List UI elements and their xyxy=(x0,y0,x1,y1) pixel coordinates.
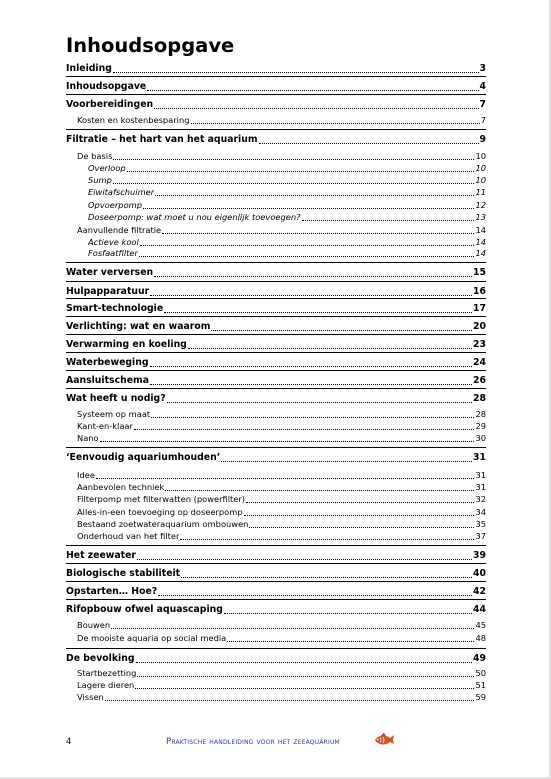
fish-icon xyxy=(373,732,395,746)
toc-entry-page: 9 xyxy=(479,134,486,145)
dot-leader xyxy=(113,159,474,160)
dot-leader xyxy=(137,676,474,677)
toc-entry-title: Eiwitafschuimer xyxy=(88,187,155,197)
toc-entry-page: 23 xyxy=(473,339,486,350)
dot-leader xyxy=(259,143,479,144)
footer-running-title: Praktische handleiding voor het zeeaquarium xyxy=(166,737,340,747)
toc-entry-page: 13 xyxy=(475,212,486,222)
toc-entry-page: 3 xyxy=(479,63,486,74)
toc-entry-page: 31 xyxy=(475,482,486,492)
toc-entry[interactable] xyxy=(66,338,486,351)
toc-entry[interactable] xyxy=(77,433,486,444)
toc-entry[interactable] xyxy=(77,633,486,644)
dot-leader xyxy=(111,628,474,629)
toc-entry-title: Systeem op maat xyxy=(77,409,151,419)
toc-entry-page: 51 xyxy=(475,680,486,690)
dot-leader xyxy=(139,256,474,257)
toc-entry[interactable] xyxy=(77,115,486,126)
toc-entry-page: 17 xyxy=(473,303,486,314)
dot-leader xyxy=(162,233,474,234)
toc-entry-page: 7 xyxy=(479,99,486,110)
toc-entry-title: Aanvullende filtratie xyxy=(77,225,162,235)
toc-entry-title: Biologische stabiliteit xyxy=(66,568,181,579)
toc-entry[interactable] xyxy=(66,133,486,146)
toc-entry[interactable] xyxy=(66,392,486,405)
toc-entry-page: 35 xyxy=(475,519,486,529)
toc-entry-page: 10 xyxy=(475,175,486,185)
toc-entry-title: Wat heeft u nodig? xyxy=(66,393,166,404)
toc-entry-title: ‘Eenvoudig aquariumhouden’ xyxy=(66,452,221,463)
toc-entry-page: 59 xyxy=(475,692,486,702)
toc-entry-page: 42 xyxy=(473,586,486,597)
toc-entry[interactable] xyxy=(77,692,486,703)
toc-entry-title: Kosten en kostenbesparing xyxy=(77,115,190,125)
section-divider xyxy=(66,581,486,582)
section-divider xyxy=(66,447,486,448)
toc-entry-page: 14 xyxy=(475,248,486,258)
section-divider xyxy=(66,129,486,130)
toc-entry[interactable] xyxy=(77,519,486,530)
section-divider xyxy=(66,316,486,317)
toc-entry-title: Aansluitschema xyxy=(66,375,149,386)
toc-entry-page: 16 xyxy=(473,286,486,297)
dot-leader xyxy=(113,183,475,184)
section-divider xyxy=(66,388,486,389)
toc-entry-title: Voorbereidingen xyxy=(66,99,154,110)
dot-leader xyxy=(249,527,474,528)
toc-entry-title: Sump xyxy=(88,175,112,185)
toc-entry-title: Verwarming en koeling xyxy=(66,339,187,350)
toc-entry[interactable] xyxy=(66,567,486,580)
dot-leader xyxy=(143,208,474,209)
toc-entry-title: Waterbeweging xyxy=(66,357,149,368)
dot-leader xyxy=(165,490,474,491)
toc-entry-title: Water verversen xyxy=(66,267,154,278)
toc-entry[interactable] xyxy=(66,585,486,598)
toc-entry[interactable] xyxy=(77,507,486,518)
toc-entry-title: Onderhoud van het filter xyxy=(77,531,180,541)
toc-entry-page: 28 xyxy=(473,393,486,404)
toc-entry[interactable] xyxy=(88,248,486,259)
toc-entry-page: 39 xyxy=(473,550,486,561)
toc-entry-title: Overloop xyxy=(88,163,126,173)
toc-entry-title: Bouwen xyxy=(77,620,111,630)
dot-leader xyxy=(137,559,472,560)
toc-entry[interactable] xyxy=(66,266,486,279)
dot-leader xyxy=(244,515,475,516)
dot-leader xyxy=(155,195,474,196)
toc-entry-page: 30 xyxy=(475,433,486,443)
toc-entry[interactable] xyxy=(66,652,486,665)
toc-entry-page: 20 xyxy=(473,321,486,332)
toc-entry-page: 10 xyxy=(475,163,486,173)
dot-leader xyxy=(150,366,473,367)
dot-leader xyxy=(113,72,479,73)
toc-entry-title: Het zeewater xyxy=(66,550,136,561)
toc-entry-title: Lagere dieren xyxy=(77,680,135,690)
dot-leader xyxy=(150,384,472,385)
toc-entry-page: 24 xyxy=(473,357,486,368)
toc-entry[interactable] xyxy=(77,409,486,420)
section-divider xyxy=(66,545,486,546)
toc-entry-title: Fosfaatfilter xyxy=(88,248,138,258)
toc-entry-title: Nano xyxy=(77,433,99,443)
toc-entry-page: 34 xyxy=(475,507,486,517)
toc-entry[interactable] xyxy=(88,200,486,211)
toc-entry-title: Inhoudsopgave xyxy=(66,81,147,92)
toc-entry-title: Doseerpomp: wat moet u nou eigenlijk toevoegen? xyxy=(88,212,301,222)
toc-entry-page: 28 xyxy=(475,409,486,419)
toc-entry[interactable] xyxy=(66,80,486,93)
section-divider xyxy=(66,334,486,335)
toc-entry-title: Bestaand zoetwateraquarium ombouwen xyxy=(77,519,249,529)
toc-entry-title: Aanbevolen techniek xyxy=(77,482,165,492)
toc-entry-page: 45 xyxy=(475,620,486,630)
toc-entry-title: Idee xyxy=(77,470,95,480)
toc-entry-page: 48 xyxy=(475,633,486,643)
toc-entry-page: 32 xyxy=(475,494,486,504)
toc-entry[interactable] xyxy=(66,302,486,315)
toc-entry-title: Vissen xyxy=(77,692,104,702)
toc-entry[interactable] xyxy=(77,680,486,691)
toc-entry[interactable] xyxy=(77,531,486,542)
toc-entry-title: De bevolking xyxy=(66,653,135,664)
toc-entry-title: Hulpapparatuur xyxy=(66,286,150,297)
toc-entry-page: 29 xyxy=(475,421,486,431)
toc-entry-page: 40 xyxy=(473,568,486,579)
toc-entry[interactable] xyxy=(77,470,486,481)
section-divider xyxy=(66,563,486,564)
toc-entry[interactable] xyxy=(88,212,486,223)
toc-entry-title: Verlichting: wat en waarom xyxy=(66,321,211,332)
toc-entry-title: Filterpomp met filterwatten (powerfilter) xyxy=(77,494,246,504)
dot-leader xyxy=(164,312,472,313)
toc-entry[interactable] xyxy=(66,549,486,562)
toc-entry[interactable] xyxy=(66,98,486,111)
page-title: Inhoudsopgave xyxy=(66,34,235,57)
section-divider xyxy=(66,370,486,371)
toc-entry[interactable] xyxy=(66,62,486,75)
dot-leader xyxy=(140,245,475,246)
toc-entry-page: 4 xyxy=(479,81,486,92)
toc-entry-title: De basis xyxy=(77,151,113,161)
toc-entry-title: De mooiste aquaria op social media xyxy=(77,633,227,643)
dot-leader xyxy=(227,641,474,642)
toc-entry-page: 14 xyxy=(475,237,486,247)
toc-entry-title: Kant-en-klaar xyxy=(77,421,133,431)
dot-leader xyxy=(191,123,480,124)
toc-entry-title: Smart-technologie xyxy=(66,303,164,314)
toc-entry-title: Rifopbouw ofwel aquascaping xyxy=(66,604,223,615)
toc-entry[interactable] xyxy=(66,451,486,464)
toc-entry-title: Filtratie – het hart van het aquarium xyxy=(66,134,258,145)
toc-entry[interactable] xyxy=(88,163,486,174)
toc-entry[interactable] xyxy=(77,421,486,432)
toc-entry-page: 26 xyxy=(473,375,486,386)
section-divider xyxy=(66,262,486,263)
dot-leader xyxy=(302,220,475,221)
dot-leader xyxy=(147,90,478,91)
toc-entry-page: 7 xyxy=(480,115,486,125)
toc-entry-title: Startbezetting xyxy=(77,668,137,678)
toc-entry-page: 37 xyxy=(475,531,486,541)
dot-leader xyxy=(211,330,472,331)
section-divider xyxy=(66,599,486,600)
toc-entry-page: 12 xyxy=(475,200,486,210)
section-divider xyxy=(66,352,486,353)
section-divider xyxy=(66,76,486,77)
toc-entry-page: 44 xyxy=(473,604,486,615)
footer-page-number: 4 xyxy=(66,737,72,747)
dot-leader xyxy=(221,461,472,462)
section-divider xyxy=(66,94,486,95)
dot-leader xyxy=(150,295,472,296)
dot-leader xyxy=(154,108,478,109)
toc-entry[interactable] xyxy=(77,494,486,505)
toc-entry-page: 10 xyxy=(475,151,486,161)
section-divider xyxy=(66,298,486,299)
toc-entry-page: 31 xyxy=(473,452,486,463)
dot-leader xyxy=(96,478,475,479)
dot-leader xyxy=(151,417,474,418)
dot-leader xyxy=(158,595,472,596)
toc-entry-title: Inleiding xyxy=(66,63,112,74)
toc-entry-title: Alles-in-een toevoeging op doseerpomp xyxy=(77,507,243,517)
dot-leader xyxy=(246,502,474,503)
toc-entry-title: Opvoerpomp xyxy=(88,200,142,210)
toc-entry[interactable] xyxy=(88,237,486,248)
toc-entry[interactable] xyxy=(66,356,486,369)
dot-leader xyxy=(127,171,475,172)
toc-entry[interactable] xyxy=(77,225,486,236)
dot-leader xyxy=(134,429,475,430)
toc-entry[interactable] xyxy=(66,603,486,616)
toc-entry-page: 49 xyxy=(473,653,486,664)
dot-leader xyxy=(100,441,475,442)
toc-entry-page: 15 xyxy=(473,267,486,278)
dot-leader xyxy=(154,276,472,277)
toc-entry[interactable] xyxy=(77,620,486,631)
toc-entry[interactable] xyxy=(66,285,486,298)
section-divider xyxy=(66,281,486,282)
toc-entry-page: 50 xyxy=(475,668,486,678)
toc-entry[interactable] xyxy=(66,320,486,333)
dot-leader xyxy=(136,662,473,663)
toc-entry[interactable] xyxy=(77,482,486,493)
dot-leader xyxy=(180,539,474,540)
toc-entry-page: 31 xyxy=(475,470,486,480)
toc-entry[interactable] xyxy=(88,187,486,198)
toc-entry[interactable] xyxy=(77,151,486,162)
dot-leader xyxy=(188,348,472,349)
toc-entry[interactable] xyxy=(66,374,486,387)
dot-leader xyxy=(135,688,474,689)
toc-entry-title: Actieve kool xyxy=(88,237,139,247)
toc-entry[interactable] xyxy=(88,175,486,186)
toc-entry-title: Opstarten… Hoe? xyxy=(66,586,158,597)
toc-entry[interactable] xyxy=(77,668,486,679)
toc-entry-page: 14 xyxy=(475,225,486,235)
toc-entry-page: 11 xyxy=(475,187,486,197)
dot-leader xyxy=(167,402,472,403)
dot-leader xyxy=(181,577,472,578)
dot-leader xyxy=(224,613,472,614)
section-divider xyxy=(66,648,486,649)
dot-leader xyxy=(105,700,475,701)
